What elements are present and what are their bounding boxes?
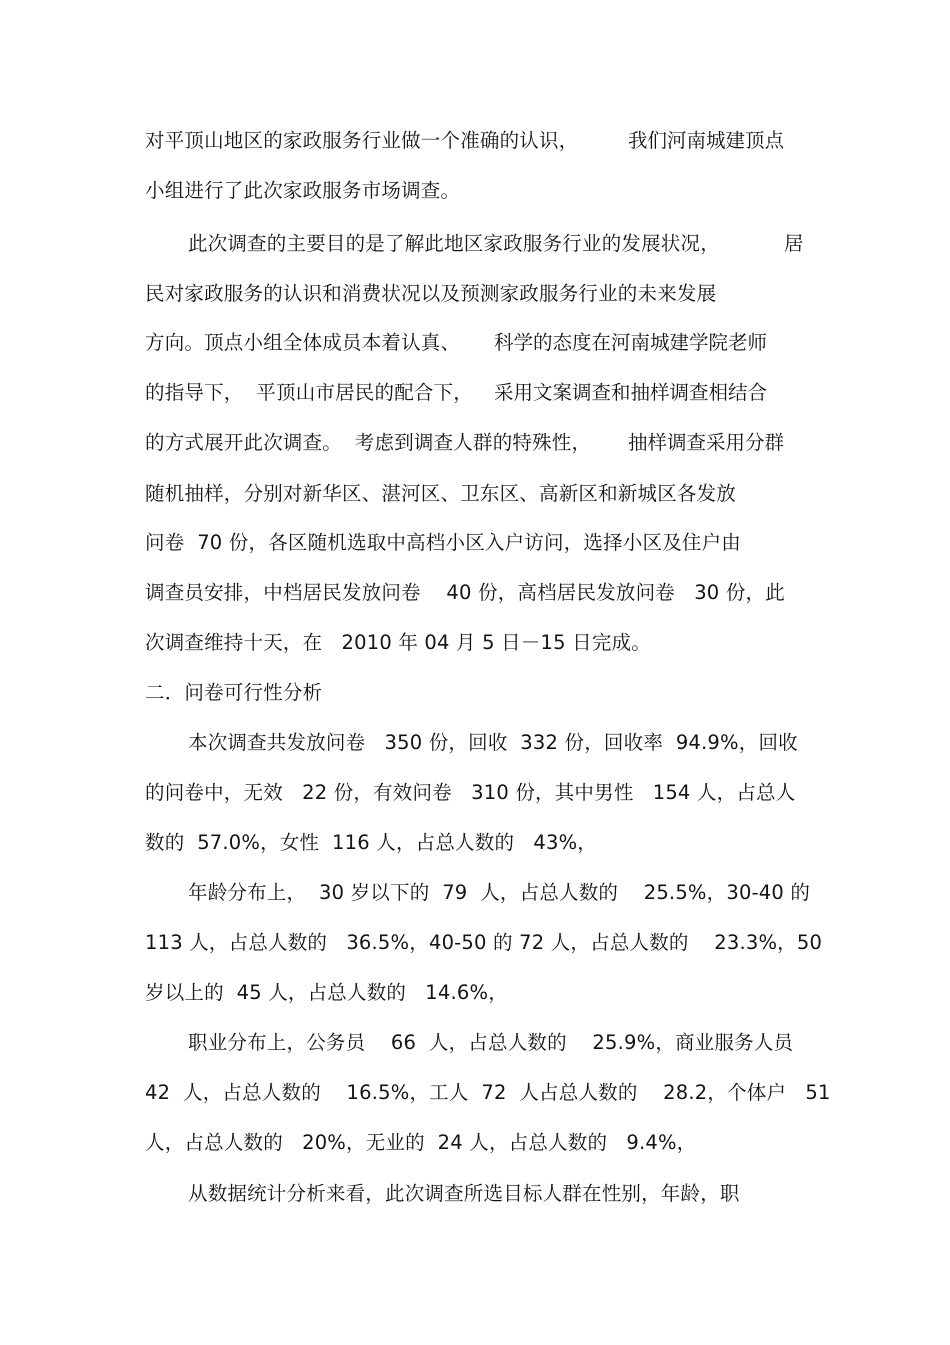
text-line-1b: 我们河南城建顶点 [628,129,785,152]
section-heading: 二．问卷可行性分析 [145,681,323,704]
text-line-10: 调查员安排，中档居民发放问卷 40 份，高档居民发放问卷 30 份，此 [145,581,785,604]
text-line-8: 随机抽样，分别对新华区、湛河区、卫东区、高新区和新城区各发放 [145,482,737,505]
text-line-6a: 的指导下， 平顶山市居民的配合下， [145,381,473,404]
text-line-20: 人，占总人数的 20%，无业的 24 人，占总人数的 9.4%， [145,1131,697,1154]
text-line-5b: 科学的态度在河南城建学院老师 [494,331,768,354]
text-line-9: 问卷 70 份，各区随机选取中高档小区入户访问，选择小区及住户由 [145,531,742,554]
text-line-14: 数的 57.0%，女性 116 人，占总人数的 43%， [145,831,597,854]
text-line-19: 42 人，占总人数的 16.5%，工人 72 人占总人数的 28.2，个体户 51 [145,1081,831,1104]
text-line-3b: 居 [784,232,804,255]
text-line-16: 113 人，占总人数的 36.5%，40-50 的 72 人，占总人数的 23.3%，50 [145,931,823,954]
text-line-12: 本次调查共发放问卷 350 份，回收 332 份，回收率 94.9%，回收 [188,731,798,754]
text-line-13: 的问卷中，无效 22 份，有效问卷 310 份，其中男性 154 人，占总人 [145,781,796,804]
text-line-11: 次调查维持十天，在 2010 年 04 月 5 日－15 日完成。 [145,631,651,654]
text-line-21: 从数据统计分析来看，此次调查所选目标人群在性别，年龄，职 [188,1182,740,1205]
text-line-18: 职业分布上，公务员 66 人，占总人数的 25.9%，商业服务人员 [188,1031,794,1054]
text-line-4: 民对家政服务的认识和消费状况以及预测家政服务行业的未来发展 [145,282,717,305]
text-line-6b: 采用文案调查和抽样调查相结合 [494,381,768,404]
text-line-7a: 的方式展开此次调查。 考虑到调查人群的特殊性， [145,431,592,454]
text-line-17: 岁以上的 45 人，占总人数的 14.6%， [145,981,508,1004]
text-line-3a: 此次调查的主要目的是了解此地区家政服务行业的发展状况， [188,232,720,255]
text-line-5a: 方向。顶点小组全体成员本着认真、 [145,331,461,354]
text-line-7b: 抽样调查采用分群 [628,431,785,454]
text-line-1a: 对平顶山地区的家政服务行业做一个准确的认识， [145,129,579,152]
text-line-2: 小组进行了此次家政服务市场调查。 [145,179,461,202]
text-line-15: 年龄分布上， 30 岁以下的 79 人，占总人数的 25.5%，30-40 的 [188,881,811,904]
